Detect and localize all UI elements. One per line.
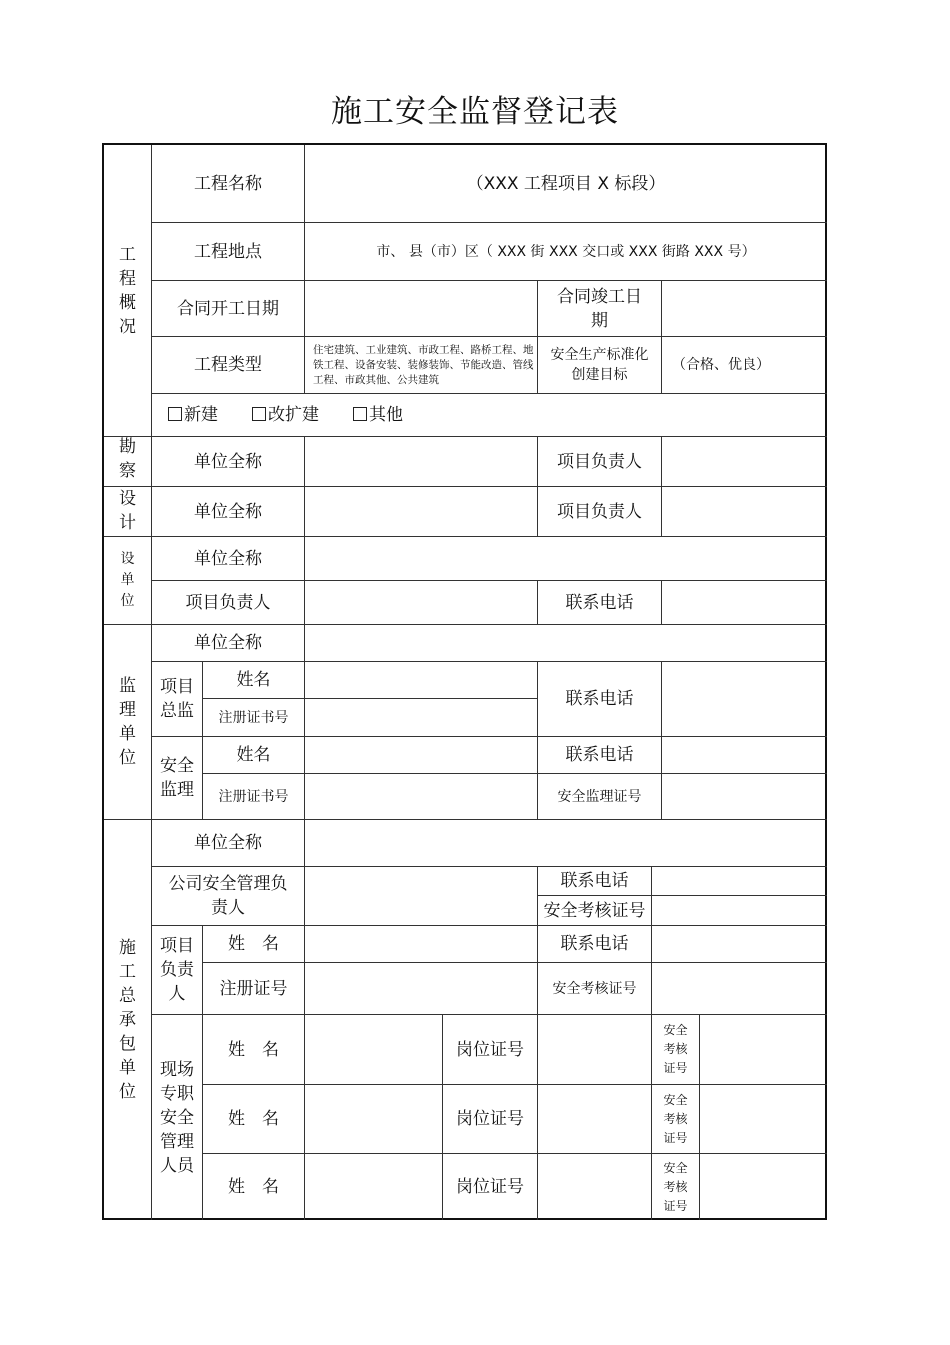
label-site-safety-staff: 现场专职安全管理人员: [152, 1015, 203, 1220]
label-survey-leader: 项目负责人: [538, 437, 662, 487]
field-staff1-post-cert[interactable]: [538, 1015, 652, 1085]
label-contractor-project-leader: 项目负责人: [152, 926, 203, 1015]
field-design-unit-name[interactable]: [305, 487, 538, 537]
label-staff2-name: 姓 名: [203, 1085, 305, 1154]
field-safety-target[interactable]: （合格、优良）: [662, 337, 827, 394]
field-company-safety-manager[interactable]: [305, 867, 538, 926]
label-staff3-post-cert: 岗位证号: [443, 1154, 538, 1220]
label-safety-supervisor-no: 安全监理证号: [538, 774, 662, 820]
label-staff2-post-cert: 岗位证号: [443, 1085, 538, 1154]
label-contractor-leader-name: 姓 名: [203, 926, 305, 963]
label-owner-leader: 项目负责人: [152, 581, 305, 625]
field-safety-supervisor-cert[interactable]: [305, 774, 538, 820]
label-design-leader: 项目负责人: [538, 487, 662, 537]
field-staff1-name[interactable]: [305, 1015, 443, 1085]
checkbox-other[interactable]: 其他: [353, 403, 403, 427]
checkbox-new[interactable]: 新建: [168, 403, 218, 427]
label-survey-unit-name: 单位全称: [152, 437, 305, 487]
field-project-location[interactable]: 市、 县（市）区（ XXX 街 XXX 交口或 XXX 街路 XXX 号）: [305, 223, 827, 281]
section-contractor-unit: 施工总承包单位: [104, 820, 152, 1220]
construction-nature-options: [152, 394, 827, 437]
checkbox-icon[interactable]: [168, 407, 182, 421]
field-staff2-post-cert[interactable]: [538, 1085, 652, 1154]
checkbox-icon[interactable]: [353, 407, 367, 421]
field-design-leader[interactable]: [662, 487, 827, 537]
label-staff1-safety-cert: 安全考核证号: [652, 1015, 700, 1085]
label-design-unit-name: 单位全称: [152, 487, 305, 537]
label-staff1-post-cert: 岗位证号: [443, 1015, 538, 1085]
label-supervision-unit-name: 单位全称: [152, 625, 305, 662]
field-staff3-name[interactable]: [305, 1154, 443, 1220]
field-survey-leader[interactable]: [662, 437, 827, 487]
label-staff1-name: 姓 名: [203, 1015, 305, 1085]
label-manager-safety-cert: 安全考核证号: [538, 896, 652, 926]
label-safety-supervisor-name: 姓名: [203, 737, 305, 774]
label-contractor-leader-phone: 联系电话: [538, 926, 652, 963]
field-chief-phone[interactable]: [662, 662, 827, 737]
field-staff3-post-cert[interactable]: [538, 1154, 652, 1220]
field-manager-phone[interactable]: [652, 867, 827, 896]
field-staff3-safety-cert[interactable]: [700, 1154, 827, 1220]
label-manager-phone: 联系电话: [538, 867, 652, 896]
label-chief-supervisor: 项目总监: [152, 662, 203, 737]
label-chief-cert: 注册证书号: [203, 699, 305, 737]
label-safety-supervisor-cert: 注册证书号: [203, 774, 305, 820]
field-staff2-safety-cert[interactable]: [700, 1085, 827, 1154]
field-manager-safety-cert[interactable]: [652, 896, 827, 926]
checkbox-icon[interactable]: [252, 407, 266, 421]
field-contract-start[interactable]: [305, 281, 538, 337]
section-survey-unit: 勘察: [104, 437, 152, 487]
field-chief-cert[interactable]: [305, 699, 538, 737]
label-staff3-name: 姓 名: [203, 1154, 305, 1220]
field-safety-supervisor-no[interactable]: [662, 774, 827, 820]
label-project-name: 工程名称: [152, 145, 305, 223]
registration-form: [102, 143, 827, 1220]
label-safety-target: 安全生产标准化创建目标: [538, 337, 662, 394]
section-project-overview: 工程概况: [104, 145, 152, 437]
field-staff2-name[interactable]: [305, 1085, 443, 1154]
page-title: 施工安全监督登记表: [331, 94, 619, 130]
section-supervision-unit: 监理单位: [104, 625, 152, 820]
field-owner-unit-name[interactable]: [305, 537, 827, 581]
field-owner-leader[interactable]: [305, 581, 538, 625]
label-contractor-leader-safety-cert: 安全考核证号: [538, 963, 652, 1015]
label-contract-start: 合同开工日期: [152, 281, 305, 337]
label-company-safety-manager: 公司安全管理负责人: [152, 867, 305, 926]
label-staff2-safety-cert: 安全考核证号: [652, 1085, 700, 1154]
field-owner-phone[interactable]: [662, 581, 827, 625]
section-owner-unit: 设单位: [104, 537, 152, 625]
label-chief-phone: 联系电话: [538, 662, 662, 737]
label-project-location: 工程地点: [152, 223, 305, 281]
label-safety-supervisor-phone: 联系电话: [538, 737, 662, 774]
label-staff3-safety-cert: 安全考核证号: [652, 1154, 700, 1220]
label-contract-end: 合同竣工日期: [538, 281, 662, 337]
section-design-unit: 设计: [104, 487, 152, 537]
label-owner-unit-name: 单位全称: [152, 537, 305, 581]
checkbox-rebuild[interactable]: 改扩建: [252, 403, 319, 427]
label-owner-phone: 联系电话: [538, 581, 662, 625]
label-project-type: 工程类型: [152, 337, 305, 394]
field-contractor-unit-name[interactable]: [305, 820, 827, 867]
field-chief-name[interactable]: [305, 662, 538, 699]
field-staff1-safety-cert[interactable]: [700, 1015, 827, 1085]
field-contractor-leader-phone[interactable]: [652, 926, 827, 963]
label-contractor-unit-name: 单位全称: [152, 820, 305, 867]
field-contractor-leader-name[interactable]: [305, 926, 538, 963]
field-project-type-options[interactable]: 住宅建筑、工业建筑、市政工程、路桥工程、地铁工程、设备安装、装修装饰、节能改造、管线工程、市政其他、公共建筑: [305, 337, 538, 394]
field-contract-end[interactable]: [662, 281, 827, 337]
field-safety-supervisor-phone[interactable]: [662, 737, 827, 774]
label-chief-name: 姓名: [203, 662, 305, 699]
field-safety-supervisor-name[interactable]: [305, 737, 538, 774]
field-contractor-leader-reg[interactable]: [305, 963, 538, 1015]
label-safety-supervisor: 安全监理: [152, 737, 203, 820]
field-supervision-unit-name[interactable]: [305, 625, 827, 662]
field-contractor-leader-safety-cert[interactable]: [652, 963, 827, 1015]
field-project-name[interactable]: （XXX 工程项目 X 标段）: [305, 145, 827, 223]
field-survey-unit-name[interactable]: [305, 437, 538, 487]
label-contractor-leader-reg: 注册证号: [203, 963, 305, 1015]
